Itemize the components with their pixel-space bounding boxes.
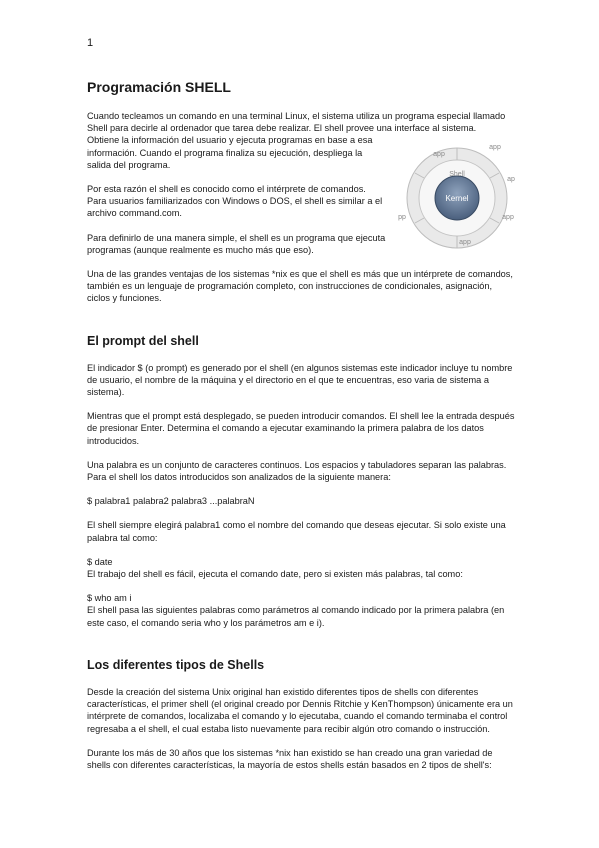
types-paragraph-1: Desde la creación del sistema Unix original han existido diferentes tipos de shells con diferentes características, el primer shell (el original creado por Dennis Ritchie y KenThompson) únicamente era un intérprete de comandos, localizaba el comando y lo ejecutaba, cuando el comando terminaba el control regresaba a el shell, el cual estaba listo nuevamente para recibir algún otro comando o instrucción. [87,686,513,734]
shell-label: Shell [449,171,465,178]
document-body [87,78,515,783]
command-example-2: $ date [87,556,113,567]
intro-paragraph-3: Para definirlo de una manera simple, el shell es un programa que ejecuta programas (aunque realmente es mucho más que eso). [87,232,386,255]
app-label: app [459,239,471,246]
intro-paragraph-1: Cuando tecleamos un comando en una terminal Linux, el sistema utiliza un programa especial llamado Shell para decirle al ordenador que tarea debe realizar. El shell provee una interface al sistema. [87,111,506,134]
app-label: app [502,214,514,221]
app-label: ap [507,176,515,183]
prompt-paragraph-2: Mientras que el prompt está desplegado, se pueden introducir comandos. El shell lee la entrada después de presionar Enter. Determina el comando a ejecutar examinando la primera palabra de los datos introducidos. [87,411,515,446]
kernel-label: Kernel [445,194,469,203]
page-number: 1 [87,37,94,49]
intro-paragraph-2: Por esta razón el shell es conocido como el intérprete de comandos. Para usuarios familiarizados con Windows o DOS, el shell es similar a el archivo command.com. [87,184,383,219]
prompt-paragraph-6: El shell pasa las siguientes palabras como parámetros al comando indicado por la primera palabra (en este caso, el comando seria who y los parámetros am e i). [87,605,505,628]
prompt-paragraph-5: El trabajo del shell es fácil, ejecuta el comando date, pero si existen más palabras, tal como: [87,569,463,580]
prompt-paragraph-3: Una palabra es un conjunto de caracteres continuos. Los espacios y tabuladores separan las palabras. Para el shell los datos introducidos son analizados de la siguiente manera: [87,459,507,483]
intro-paragraph-4: Una de las grandes ventajas de los sistemas *nix es que el shell es más que un intérprete de comandos, también es un lenguaje de programación completo, con instrucciones de condicionales, asignación, ciclos y funciones. [87,269,513,304]
types-paragraph-2: Durante los más de 30 años que los sistemas *nix han existido se han creado una gran variedad de shells con diferentes características, la mayoría de estos shells están basados en 2 tipos de shell's: [87,747,493,770]
prompt-paragraph-4: El shell siempre elegirá palabra1 como el nombre del comando que deseas ejecutar. Si solo existe una palabra tal como: [87,520,506,543]
command-example-3: $ who am i [87,593,132,604]
page-title: Programación SHELL [87,79,231,95]
app-label: app [433,151,445,158]
intro-paragraph-1-wrap: Obtiene la información del usuario y ejecuta programas en base a esa información. Cuando el programa finaliza su ejecución, despliega la salida del programa. [87,135,373,170]
section-heading-types: Los diferentes tipos de Shells [87,657,265,672]
app-label: app [489,144,501,151]
app-label: pp [398,214,406,221]
section-heading-prompt: El prompt del shell [87,333,199,348]
prompt-paragraph-1: El indicador $ (o prompt) es generado por el shell (en algunos sistemas este indicador incluye tu nombre de usuario, el nombre de la máquina y el directorio en el que te encuentras, eso varia de sistema a sistema). [87,362,513,398]
command-example-1: $ palabra1 palabra2 palabra3 ...palabraN [87,496,255,507]
